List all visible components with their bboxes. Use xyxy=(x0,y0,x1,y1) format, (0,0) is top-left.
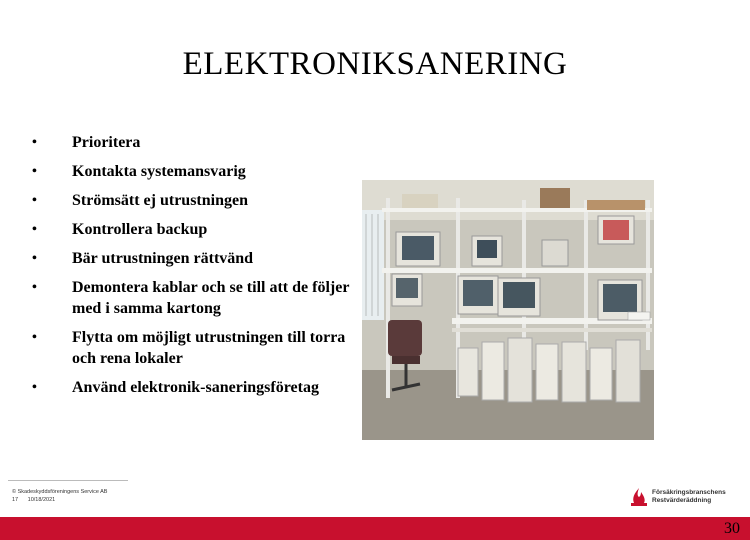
bullet-text: Bär utrustningen rättvänd xyxy=(72,250,254,267)
footer-date: 10/18/2021 xyxy=(27,497,56,503)
bullet-text: Demontera kablar och se till att de följer med i samma kartong xyxy=(72,279,350,317)
bullet-item xyxy=(28,377,358,398)
bullet-icon: • xyxy=(32,251,37,266)
bullet-text: Använd elektronik-saneringsföretag xyxy=(72,379,319,396)
computer-room-illustration xyxy=(362,180,654,440)
logo-line-2: Restvärderäddning xyxy=(652,497,712,504)
bullet-text: Kontrollera backup xyxy=(72,221,208,238)
bullet-icon: • xyxy=(32,330,37,345)
bullet-item xyxy=(28,248,358,269)
bullet-item xyxy=(28,219,358,240)
bullet-icon: • xyxy=(32,280,37,295)
bullet-text: Strömsätt ej utrustningen xyxy=(72,192,248,209)
footer-info xyxy=(12,488,107,504)
copyright-text: © Skadeskyddsföreningens Service AB xyxy=(12,489,108,495)
bullet-icon: • xyxy=(32,193,37,208)
bullet-icon: • xyxy=(32,164,37,179)
logo-text xyxy=(652,489,726,505)
bullet-list xyxy=(28,132,358,406)
slide-title: ELEKTRONIKSANERING xyxy=(182,46,568,82)
bullet-icon: • xyxy=(32,380,37,395)
company-logo xyxy=(628,486,746,508)
footer-meta xyxy=(12,496,107,504)
bullet-text: Flytta om möjligt utrustningen till torra och rena lokaler xyxy=(72,329,346,367)
slide-index: 17 xyxy=(12,497,19,503)
computer-room-photo xyxy=(362,180,654,440)
footer-divider xyxy=(8,480,128,481)
bullet-text: Prioritera xyxy=(72,134,141,151)
bullet-icon: • xyxy=(32,135,37,150)
bullet-item xyxy=(28,277,358,319)
bullet-item xyxy=(28,132,358,153)
bullet-text: Kontakta systemansvarig xyxy=(72,163,246,180)
bullet-item xyxy=(28,161,358,182)
page-number: 30 xyxy=(724,520,740,537)
footer-bar xyxy=(0,517,750,540)
bullet-icon: • xyxy=(32,222,37,237)
bullet-item xyxy=(28,327,358,369)
flame-logo-icon xyxy=(628,486,650,508)
logo-line-1: Försäkringsbranschens xyxy=(652,489,726,496)
bullet-item xyxy=(28,190,358,211)
